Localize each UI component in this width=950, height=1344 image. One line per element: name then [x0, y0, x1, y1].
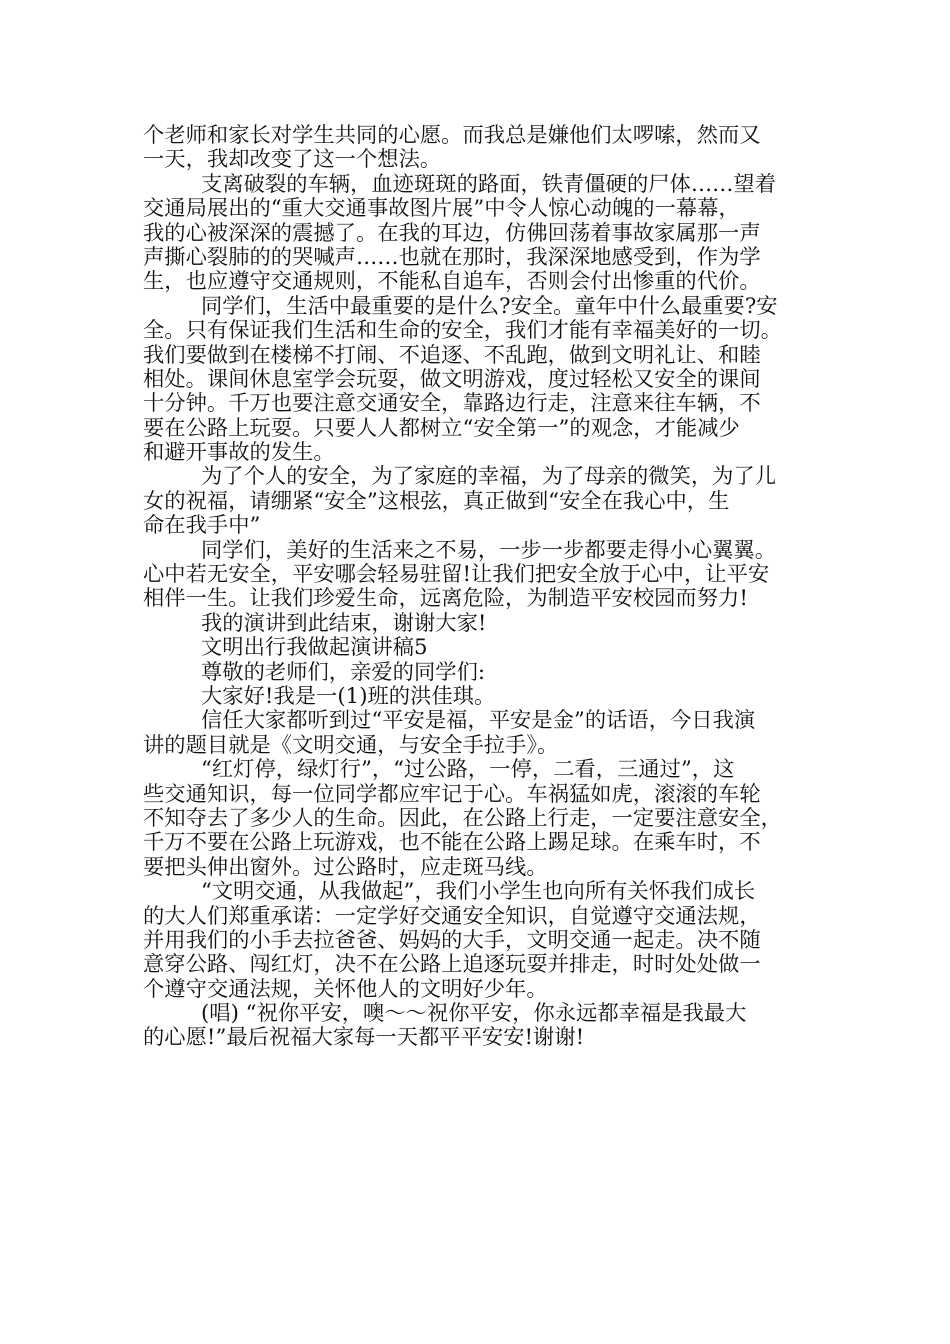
text-line: 的心愿!”最后祝福大家每一天都平平安安!谢谢! [143, 1025, 585, 1051]
text-line: 要把头伸出窗外。过公路时，应走斑马线。 [143, 854, 548, 880]
text-line: 命在我手中” [143, 513, 261, 539]
text-line: 女的祝福，请绷紧“安全”这根弦，真正做到“安全在我心中，生 [143, 488, 730, 514]
text-line: 不知夺去了多少人的生命。因此，在公路上行走，一定要注意安全， [143, 805, 782, 831]
text-line: (唱) “祝你平安，噢～～祝你平安，你永远都幸福是我最大 [201, 1001, 747, 1027]
text-line: 我们要做到在楼梯不打闹、不追逐、不乱跑，做到文明礼让、和睦 [143, 342, 761, 368]
text-line: 为了个人的安全，为了家庭的幸福，为了母亲的微笑，为了儿 [201, 464, 777, 490]
text-line: 文明出行我做起演讲稿5 [201, 635, 428, 661]
text-line: 大家好!我是一(1)班的洪佳琪。 [201, 683, 496, 709]
text-line: 同学们，美好的生活来之不易，一步一步都要走得小心翼翼。 [201, 537, 777, 563]
text-line: 尊敬的老师们，亲爱的同学们: [201, 659, 486, 685]
text-line: 信任大家都听到过“平安是福，平安是金”的话语，今日我演 [201, 708, 756, 734]
text-line: 相处。课间休息室学会玩耍，做文明游戏，度过轻松又安全的课间 [143, 366, 761, 392]
text-line: “文明交通，从我做起”，我们小学生也向所有关怀我们成长 [201, 879, 756, 905]
text-line: 心中若无安全，平安哪会轻易驻留!让我们把安全放于心中，让平安 [143, 562, 770, 588]
text-line: 千万不要在公路上玩游戏，也不能在公路上踢足球。在乘车时，不 [143, 830, 761, 856]
text-line: 的大人们郑重承诺：一定学好交通安全知识，自觉遵守交通法规， [143, 903, 761, 929]
text-line: 我的演讲到此结束，谢谢大家! [201, 610, 487, 636]
text-line: 些交通知识，每一位同学都应牢记于心。车祸猛如虎，滚滚的车轮 [143, 781, 761, 807]
text-line: 支离破裂的车辆，血迹斑斑的路面，铁青僵硬的尸体……望着 [201, 171, 777, 197]
text-line: 相伴一生。让我们珍爱生命，远离危险，为制造平安校园而努力! [143, 586, 748, 612]
document-page [143, 124, 815, 1051]
text-line: 一天，我却改变了这一个想法。 [143, 147, 442, 173]
text-line: 交通局展出的“重大交通事故图片展”中令人惊心动魄的一幕幕， [143, 196, 740, 222]
text-line: 并用我们的小手去拉爸爸、妈妈的大手，文明交通一起走。决不随 [143, 927, 761, 953]
text-line: 个老师和家长对学生共同的心愿。而我总是嫌他们太啰嗦，然而又 [143, 123, 761, 148]
text-line: 同学们，生活中最重要的是什么?安全。童年中什么最重要?安 [201, 293, 778, 319]
text-line: 生，也应遵守交通规则，不能私自追车，否则会付出惨重的代价。 [143, 269, 761, 295]
text-line: 要在公路上玩耍。只要人人都树立“安全第一”的观念，才能减少 [143, 415, 740, 441]
text-line: 和避开事故的发生。 [143, 440, 335, 466]
text-line: 十分钟。千万也要注意交通安全，靠路边行走，注意来往车辆，不 [143, 391, 761, 417]
text-line: 讲的题目就是《文明交通，与安全手拉手》。 [143, 732, 559, 758]
text-line: 声撕心裂肺的的哭喊声……也就在那时，我深深地感受到，作为学 [143, 244, 761, 270]
text-line: 意穿公路、闯红灯，决不在公路上追逐玩耍并排走，时时处处做一 [143, 952, 761, 978]
text-line: “红灯停，绿灯行”，“过公路，一停，二看，三通过”，这 [201, 757, 735, 783]
text-line: 全。只有保证我们生活和生命的安全，我们才能有幸福美好的一切。 [143, 318, 782, 344]
text-line: 我的心被深深的震撼了。在我的耳边，仿佛回荡着事故家属那一声 [143, 220, 761, 246]
text-line: 个遵守交通法规，关怀他人的文明好少年。 [143, 976, 548, 1002]
